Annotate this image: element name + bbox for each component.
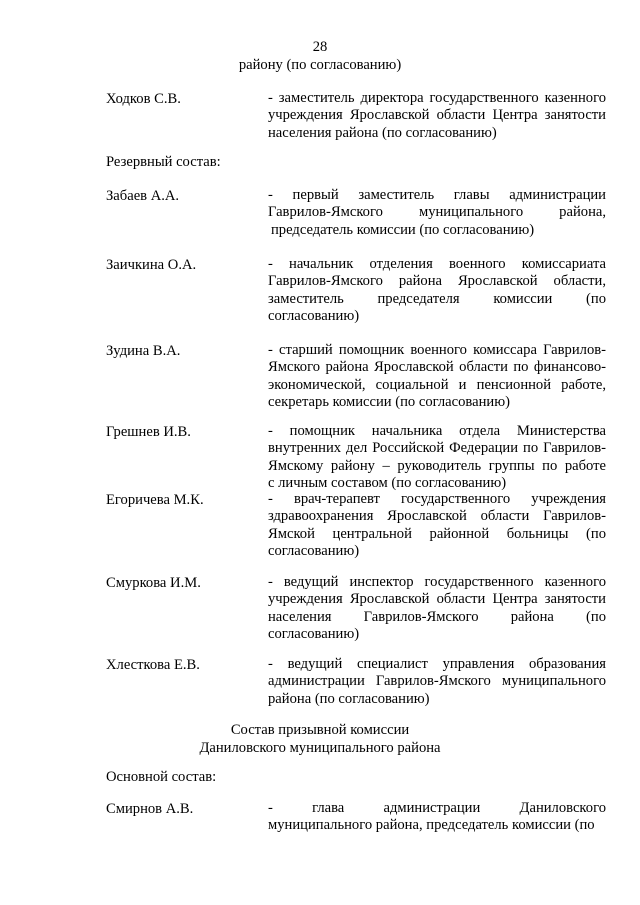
position-line: - помощник начальника отдела Министерства bbox=[268, 423, 606, 439]
member-position bbox=[268, 656, 606, 708]
position-line: Гаврилов-Ямского района Ярославской области, bbox=[268, 273, 606, 290]
page-number: 28 bbox=[312, 39, 328, 55]
position-line: секретарь комиссии (по согласованию) bbox=[268, 394, 510, 411]
member-name: Забаев А.А. bbox=[106, 188, 180, 204]
position-line: муниципального района, председатель комиссии (по bbox=[268, 817, 595, 834]
position-line: согласованию) bbox=[268, 308, 360, 325]
position-line: администрации Гаврилов-Ямского муниципального bbox=[268, 673, 606, 690]
member-position bbox=[268, 256, 606, 326]
position-line: - глава администрации Даниловского bbox=[268, 800, 606, 816]
member-position bbox=[268, 491, 606, 561]
position-line: - врач-терапевт государственного учреждения bbox=[268, 491, 606, 507]
position-line: председатель комиссии (по согласованию) bbox=[271, 221, 535, 238]
member-position bbox=[268, 800, 606, 835]
member-name: Хлесткова Е.В. bbox=[106, 657, 200, 673]
position-line: - старший помощник военного комиссара Гаврилов- bbox=[268, 342, 606, 358]
position-line: здравоохранения Ярославской области Гаврилов- bbox=[268, 508, 606, 525]
main-label: Основной состав: bbox=[106, 769, 217, 785]
member-name: Егоричева М.К. bbox=[106, 492, 204, 508]
position-line: с личным составом (по согласованию) bbox=[268, 475, 507, 492]
position-line: Ямского района Ярославской области по финансово- bbox=[268, 359, 606, 376]
position-line: учреждения Ярославской области Центра занятости bbox=[268, 591, 606, 608]
member-name: Смуркова И.М. bbox=[106, 575, 201, 591]
position-line: согласованию) bbox=[268, 543, 360, 560]
member-position bbox=[268, 187, 606, 239]
position-line: учреждения Ярославской области Центра занятости bbox=[268, 107, 606, 124]
continuation-text: району (по согласованию) bbox=[238, 57, 402, 73]
position-line: внутренних дел Российской Федерации по Гаврилов- bbox=[268, 440, 606, 457]
position-line: заместитель председателя комиссии (по bbox=[268, 290, 606, 307]
reserve-label: Резервный состав: bbox=[106, 154, 221, 170]
position-line: населения района (по согласованию) bbox=[268, 124, 497, 141]
section-title-line: Состав призывной комиссии bbox=[230, 722, 410, 738]
member-name: Зудина В.А. bbox=[106, 343, 181, 359]
position-line: Ямскому району – руководитель группы по работе bbox=[268, 457, 606, 474]
member-name: Смирнов А.В. bbox=[106, 801, 194, 817]
section-title-line: Даниловского муниципального района bbox=[199, 740, 441, 756]
position-line: согласованию) bbox=[268, 626, 360, 643]
position-line: - начальник отделения военного комиссариата bbox=[268, 256, 606, 272]
member-name: Ходков С.В. bbox=[106, 91, 181, 107]
member-position bbox=[268, 574, 606, 644]
position-line: экономической, социальной и пенсионной работе, bbox=[268, 376, 606, 393]
position-line: - ведущий специалист управления образования bbox=[268, 656, 606, 672]
position-line: Гаврилов-Ямского муниципального района, bbox=[268, 204, 606, 221]
member-name: Грешнев И.В. bbox=[106, 424, 191, 440]
position-line: Ямской центральной районной больницы (по bbox=[268, 525, 606, 542]
member-position bbox=[268, 423, 606, 493]
position-line: - заместитель директора государственного казенного bbox=[268, 90, 606, 106]
member-name: Заичкина О.А. bbox=[106, 257, 197, 273]
member-position bbox=[268, 342, 606, 412]
position-line: населения Гаврилов-Ямского района (по bbox=[268, 608, 606, 625]
position-line: района (по согласованию) bbox=[268, 690, 430, 707]
position-line: - первый заместитель главы администрации bbox=[268, 187, 606, 203]
position-line: - ведущий инспектор государственного казенного bbox=[268, 574, 606, 590]
member-position bbox=[268, 90, 606, 142]
